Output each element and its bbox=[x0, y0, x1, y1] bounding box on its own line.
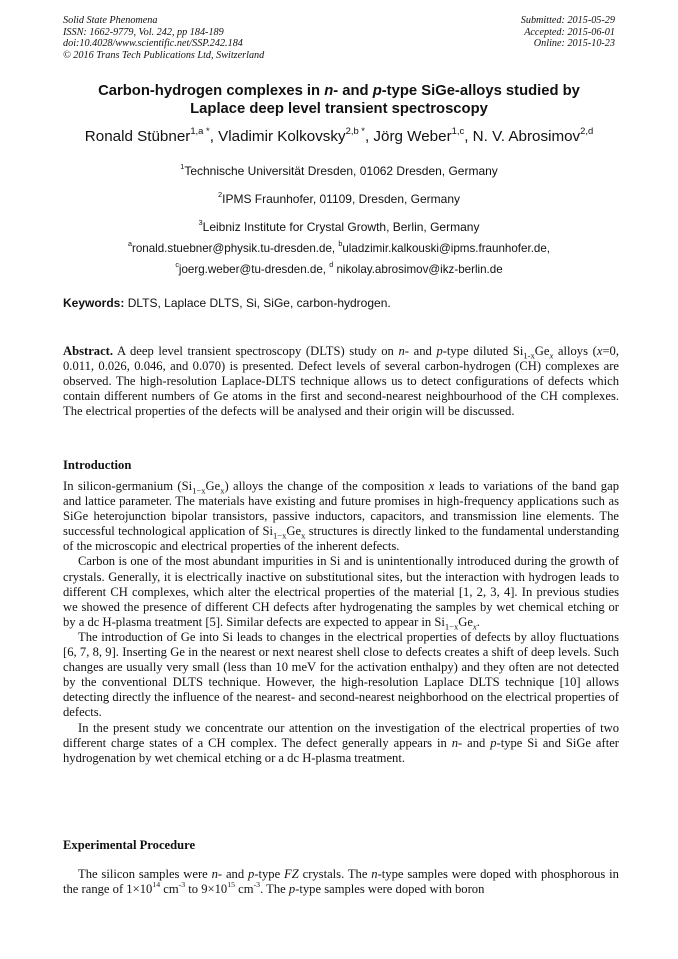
author-name: Jörg Weber bbox=[373, 128, 452, 145]
experimental-paragraph-1: The silicon samples were n- and p-type FZ crystals. The n-type samples were doped with phosphorous in the range of $1\times 10^{14}$ $cm^{-3}$ to $9\times 10^{15}$ $cm^{-3}$. The p-type samples were doped with boron bbox=[63, 867, 619, 897]
affiliation-2: $^2$IPMS Fraunhofer, 01109, Dresden, Germany bbox=[217, 189, 461, 206]
dates-header bbox=[521, 15, 615, 50]
author-name: Ronald Stübner bbox=[84, 128, 191, 145]
title-line-2: Laplace deep level transient spectroscopy bbox=[190, 101, 488, 117]
keywords-text: DLTS, Laplace DLTS, Si, SiGe, carbon-hydrogen. bbox=[124, 296, 391, 310]
intro-paragraph-1: In silicon-germanium $(Si_{1-x}Ge_x)$ alloys the change of the composition x leads to variations of the band gap and lattice parameter. The materials have existing and future promises in high-frequency applications such as SiGe heterojunction bipolar transistors, passive inductors, capacitors, and transmission line elements. The successful technological application of $Si_{1-x}Ge_x$ structures is directly linked to the fundamental understanding of the microscopic and electrical properties of the inherent defects. bbox=[63, 479, 620, 554]
experimental-body bbox=[63, 867, 619, 897]
issn-line: ISSN: 1662-9779, Vol. 242, pp 184-189 bbox=[63, 26, 224, 38]
email-address[interactable]: ronald.stuebner@physik.tu-dresden.de, bbox=[131, 242, 339, 255]
abstract bbox=[63, 344, 619, 419]
journal-name: Solid State Phenomena bbox=[63, 15, 158, 26]
author-affiliation-mark: 2,b * bbox=[345, 124, 365, 136]
email-address[interactable]: joerg.weber@tu-dresden.de, bbox=[178, 263, 330, 276]
abstract-label: Abstract. bbox=[63, 344, 114, 358]
abstract-paragraph: Abstract. A deep level transient spectroscopy (DLTS) study on n- and p-type diluted $Si_{1-x}Ge_x$ alloys (x=0, 0.011, 0.026, 0.046, and 0.070) is presented. Defect levels of several carbon-hydrogen (CH) complexes are observed. The high-resolution Laplace-DLTS technique allows us to detect configurations of defects which contain different numbers of Ge atoms in the first and second-nearest neighbourhood of the CH complexes. The electrical properties of the defects will be analysed and their origin will be discussed. bbox=[63, 344, 619, 419]
email-line-1: $^a$ronald.stuebner@physik.tu-dresden.de, $^b$uladzimir.kalkouski@ipms.fraunhofer.de, bbox=[127, 239, 551, 255]
author-name: N. V. Abrosimov bbox=[472, 128, 581, 145]
author-name: Vladimir Kolkovsky bbox=[218, 128, 346, 145]
author-affiliation-mark: 1,a * bbox=[190, 124, 210, 136]
doi-line: doi:10.4028/www.scientific.net/SSP.242.184 bbox=[63, 38, 243, 50]
submitted-date: Submitted: 2015-05-29 bbox=[520, 15, 615, 26]
online-date: Online: 2015-10-23 bbox=[533, 38, 615, 50]
journal-header bbox=[63, 15, 264, 61]
intro-paragraph-4: In the present study we concentrate our attention on the investigation of the electrical properties of two different charge states of a CH complex. The defect generally appears in n- and p-type Si and SiGe after hydrogenation by wet chemical etching or a dc H-plasma treatment. bbox=[63, 720, 619, 765]
introduction-heading: Introduction bbox=[63, 458, 132, 472]
introduction-body bbox=[63, 479, 619, 766]
email-address[interactable]: nikolay.abrosimov@ikz-berlin.de bbox=[333, 263, 503, 276]
title-line-1: Carbon-hydrogen complexes in n- and p-type SiGe-alloys studied by bbox=[98, 83, 580, 99]
affiliation-1: $^1$Technische Universität Dresden, 01062 Dresden, Germany bbox=[180, 161, 498, 178]
paper-title bbox=[60, 82, 618, 118]
author-list: Ronald Stübner$^{1,a *}$, Vladimir Kolkovsky$^{2,b *}$, Jörg Weber$^{1,c}$, N. V. Abrosimov$^{2,d}$ bbox=[84, 124, 594, 145]
intro-paragraph-2: Carbon is one of the most abundant impurities in Si and is unintentionally introduced during the growth of crystals. Generally, it is electrically inactive on substitutional sites, but the interaction with hydrogen leads to different CH complexes, which alter the electrical properties of the material [1, 2, 3, 4]. In previous studies we showed the presence of different CH defects after hydrogenating the samples by wet chemical etching or by a dc H-plasma treatment [5]. Similar defects are expected to appear in $Si_{1-x}Ge_x$. bbox=[63, 554, 619, 632]
email-address[interactable]: uladzimir.kalkouski@ipms.fraunhofer.de, bbox=[342, 242, 551, 255]
intro-paragraph-3: The introduction of Ge into Si leads to changes in the electrical properties of defects by alloy fluctuations [6, 7, 8, 9]. Inserting Ge in the nearest or next nearest shell close to defects creates a shift of deep levels. Such changes are usually very small (less than 10 meV for the activation enthalpy) and they often are not detected by the conventional DLTS technique. However, the high-resolution Laplace DLTS technique [10] allows detecting directly the influence of the nearest- and second-nearest neighborhood on the electrical properties of defects. bbox=[63, 629, 619, 720]
affiliation-3: $^3$Leibniz Institute for Crystal Growth, Berlin, Germany bbox=[198, 217, 480, 234]
author-affiliation-mark: 1,c bbox=[451, 124, 465, 136]
email-line-2: $^c$joerg.weber@tu-dresden.de, $^d$ nikolay.abrosimov@ikz-berlin.de bbox=[175, 260, 503, 276]
copyright-line: © 2016 Trans Tech Publications Ltd, Switzerland bbox=[63, 49, 265, 61]
accepted-date: Accepted: 2015-06-01 bbox=[524, 26, 615, 38]
keywords bbox=[63, 296, 618, 311]
author-affiliation-mark: 2,d bbox=[580, 124, 594, 136]
experimental-heading: Experimental Procedure bbox=[63, 838, 196, 852]
keywords-label: Keywords: bbox=[63, 296, 125, 310]
